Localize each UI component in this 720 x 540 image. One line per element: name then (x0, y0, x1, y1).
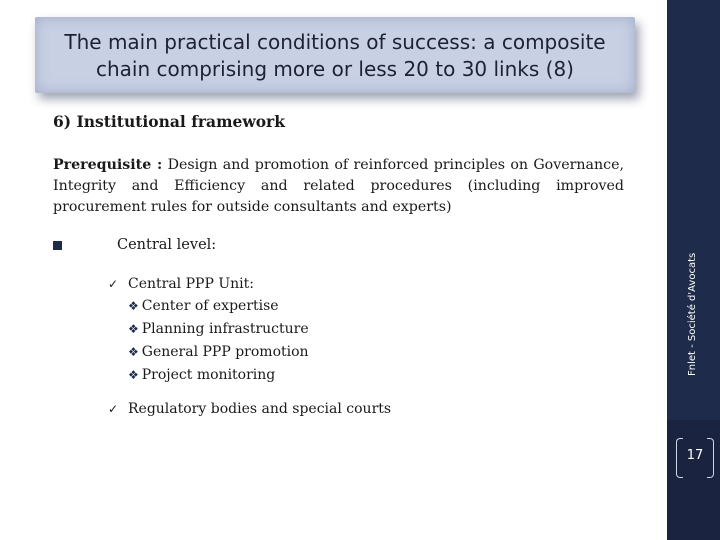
diamond-bullet-icon: ❖ (128, 299, 139, 313)
sub-item-label: Planning infrastructure (141, 321, 309, 337)
main-bullet-label: Central level: (117, 237, 217, 253)
checkmark-icon: ✓ (108, 277, 119, 291)
page-number: 17 (686, 448, 704, 463)
section-heading: 6) Institutional framework (53, 112, 285, 131)
page-number-box (676, 438, 714, 478)
sub-item-label: Center of expertise (141, 298, 279, 314)
sub-item (128, 344, 309, 360)
prerequisite-text: Design and promotion of reinforced principles on Governance, Integrity and Efficiency and related procedures (including improved procurement rules for outside consultants and experts) (53, 157, 624, 215)
title-line-2: chain comprising more or less 20 to 30 links (8) (96, 57, 574, 81)
checkmark-icon: ✓ (108, 402, 119, 416)
prerequisite-label: Prerequisite : (53, 157, 163, 173)
sub-item-label: Project monitoring (141, 367, 276, 383)
check-item-label: Regulatory bodies and special courts (128, 401, 392, 417)
sub-item-label: General PPP promotion (141, 344, 309, 360)
check-item-label: Central PPP Unit: (128, 276, 254, 292)
main-bullet (53, 237, 217, 255)
slide-title (35, 29, 635, 83)
diamond-bullet-icon: ❖ (128, 368, 139, 382)
diamond-bullet-icon: ❖ (128, 322, 139, 336)
check-item-central-ppp-unit (108, 276, 254, 292)
vertical-footer-text: Fnlet - Société d'Avocats (687, 252, 698, 376)
title-line-1: The main practical conditions of success: a composite (64, 30, 606, 54)
title-box (35, 17, 635, 93)
diamond-bullet-icon: ❖ (128, 345, 139, 359)
check-item-regulatory-bodies (108, 401, 391, 417)
sub-item (128, 367, 275, 383)
sub-item (128, 321, 309, 337)
sub-item (128, 298, 279, 314)
prerequisite-paragraph (53, 155, 624, 218)
square-bullet-icon (53, 241, 62, 250)
